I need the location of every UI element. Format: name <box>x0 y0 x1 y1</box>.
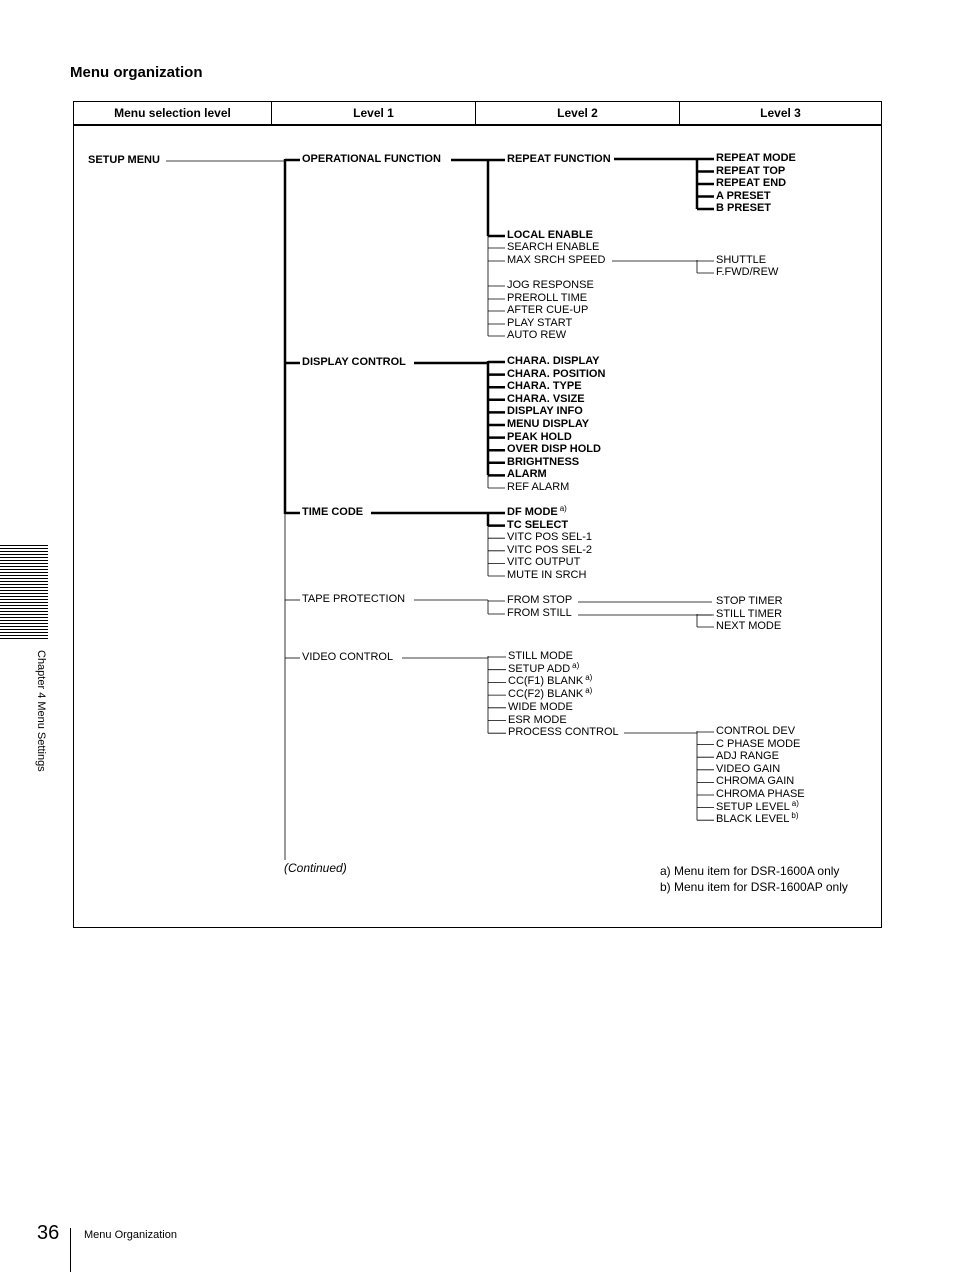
level2-disp-brightness: BRIGHTNESS <box>507 455 580 468</box>
level3-stop-timer: STOP TIMER <box>716 595 783 607</box>
level2-video-setup-add: SETUP ADD $^{a)}$ <box>508 660 580 675</box>
level2-video-wide-mode: WIDE MODE <box>508 700 573 713</box>
level2-disp-display-info: DISPLAY INFO <box>507 405 583 418</box>
level2-tc-tc-select: TC SELECT <box>507 518 569 531</box>
level2-op-jog-response: JOG RESPONSE <box>507 279 594 291</box>
footnote-a: a) Menu item for DSR-1600A only <box>660 864 840 878</box>
footnote-b: b) Menu item for DSR-1600AP only <box>660 880 848 894</box>
level2-tape-from-stop: FROM STOP <box>507 594 573 606</box>
level3-repeat-a-preset: A PRESET <box>716 189 771 202</box>
continued-note: (Continued) <box>284 861 347 875</box>
level3-repeat-repeat-mode: REPEAT MODE <box>716 152 796 164</box>
level1-time-code: TIME CODE <box>302 506 364 518</box>
level1-display-control: DISPLAY CONTROL <box>302 356 406 368</box>
level3-repeat-repeat-end: REPEAT END <box>716 177 787 189</box>
level2-video-cc-f2-blank: CC(F2) BLANK $^{a)}$ <box>508 686 593 701</box>
level2-video-esr-mode: ESR MODE <box>508 713 567 726</box>
level2-op-play-start: PLAY START <box>507 317 573 329</box>
level3-tape-next-mode: NEXT MODE <box>716 620 782 632</box>
footnote-marker: a) <box>585 686 593 696</box>
level3-maxsrch-f-fwd-rew: F.FWD/REW <box>716 266 779 278</box>
level3-process-video-gain: VIDEO GAIN <box>716 762 781 775</box>
level3-repeat-b-preset: B PRESET <box>716 202 772 214</box>
level1-operational-function: OPERATIONAL FUNCTION <box>302 153 441 165</box>
footnote-marker: a) <box>791 798 799 808</box>
chapter-label: Chapter 4 Menu Settings <box>35 650 47 772</box>
level3-process-chroma-gain: CHROMA GAIN <box>716 775 795 788</box>
level2-tc-mute-in-srch: MUTE IN SRCH <box>507 569 587 581</box>
level2-op-repeat-function: REPEAT FUNCTION <box>507 153 611 165</box>
level2-disp-chara-vsize: CHARA. VSIZE <box>507 392 585 405</box>
level2-video-process-control: PROCESS CONTROL <box>508 726 619 739</box>
footnote-marker: a) <box>559 504 567 513</box>
level2-op-preroll-time: PREROLL TIME <box>507 292 588 304</box>
footnote-marker: b) <box>791 811 799 821</box>
footer-section-label: Menu Organization <box>84 1229 177 1241</box>
header-menu-selection-level: Menu selection level <box>74 102 272 124</box>
page-title: Menu organization <box>70 64 203 81</box>
header-level-2: Level 2 <box>476 102 680 124</box>
level3-process-black-level: BLACK LEVEL $^{b)}$ <box>716 811 799 826</box>
level1-video-control: VIDEO CONTROL <box>302 651 394 663</box>
footer-rule <box>70 1228 71 1272</box>
header-level-1: Level 1 <box>272 102 476 124</box>
level2-disp-chara-type: CHARA. TYPE <box>507 380 582 393</box>
page-number: 36 <box>37 1222 60 1244</box>
level2-tc-vitc-output: VITC OUTPUT <box>507 556 581 569</box>
level2-tc-vitc-pos-sel-2: VITC POS SEL-2 <box>507 543 592 556</box>
level3-repeat-repeat-top: REPEAT TOP <box>716 164 786 177</box>
level2-video-cc-f1-blank: CC(F1) BLANK $^{a)}$ <box>508 673 593 688</box>
level3-process-control-dev: CONTROL DEV <box>716 725 796 737</box>
level2-tc-vitc-pos-sel-1: VITC POS SEL-1 <box>507 531 592 544</box>
header-level-3: Level 3 <box>760 106 801 120</box>
level3-process-setup-level: SETUP LEVEL $^{a)}$ <box>716 798 799 813</box>
level2-tape-from-still: FROM STILL <box>507 607 572 619</box>
level2-disp-menu-display: MENU DISPLAY <box>507 418 590 430</box>
level2-disp-over-disp-hold: OVER DISP HOLD <box>507 443 601 456</box>
level2-tc-df-mode: DF MODE $^{a)}$ <box>507 504 567 518</box>
level2-op-local-enable: LOCAL ENABLE <box>507 229 593 241</box>
level3-process-chroma-phase: CHROMA PHASE <box>716 788 805 800</box>
level3-process-adj-range: ADJ RANGE <box>716 750 779 763</box>
level1-tape-protection: TAPE PROTECTION <box>302 593 406 605</box>
level2-op-auto-rew: AUTO REW <box>507 329 567 341</box>
level2-disp-peak-hold: PEAK HOLD <box>507 430 572 443</box>
level3-tape-still-timer: STILL TIMER <box>716 608 783 620</box>
level2-disp-ref-alarm: REF ALARM <box>507 481 570 493</box>
level2-op-after-cue-up: AFTER CUE-UP <box>507 304 589 316</box>
level2-op-search-enable: SEARCH ENABLE <box>507 241 600 253</box>
level2-disp-chara-position: CHARA. POSITION <box>507 367 606 380</box>
level3-process-c-phase-mode: C PHASE MODE <box>716 737 801 750</box>
footnote-marker: a) <box>572 660 580 670</box>
level2-disp-chara-display: CHARA. DISPLAY <box>507 355 600 367</box>
level2-op-max-srch-speed: MAX SRCH SPEED <box>507 254 606 266</box>
level2-disp-alarm: ALARM <box>507 468 547 481</box>
level2-video-still-mode: STILL MODE <box>508 650 573 662</box>
root-setup-menu: SETUP MENU <box>88 154 160 166</box>
footnote-marker: a) <box>585 673 593 683</box>
level3-maxsrch-shuttle: SHUTTLE <box>716 254 767 266</box>
chapter-tab-marker <box>0 545 48 639</box>
